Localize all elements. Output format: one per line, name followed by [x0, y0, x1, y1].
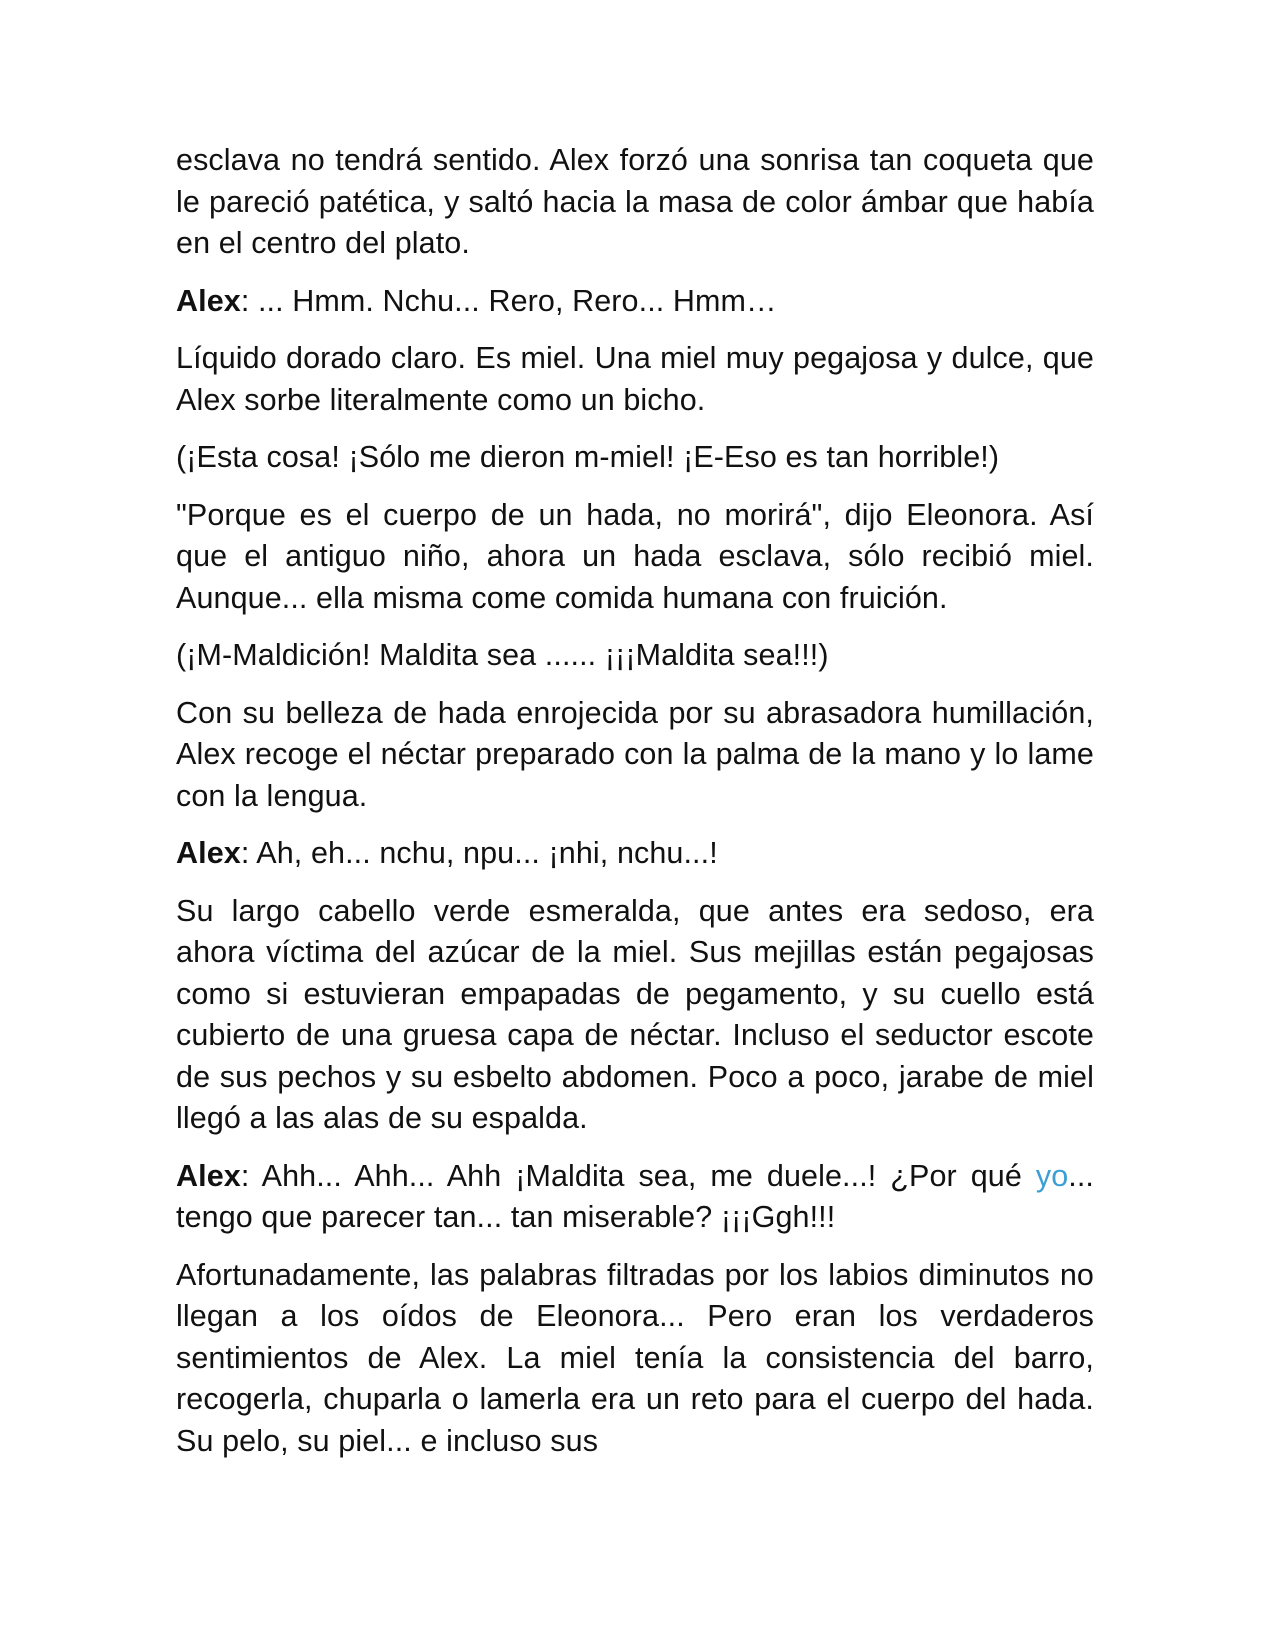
narration-paragraph: Con su belleza de hada enrojecida por su abrasadora humillación, Alex recoge el néctar preparado con la palma de la mano y lo lame con la lengua.	[176, 695, 1094, 813]
dialogue-line	[176, 1156, 1094, 1239]
dialogue-line	[176, 281, 1094, 323]
thought-line: (¡M-Maldición! Maldita sea ...... ¡¡¡Maldita sea!!!)	[176, 638, 829, 672]
speaker-name: Alex	[176, 283, 241, 318]
dialogue-line	[176, 833, 1094, 875]
dialogue-text: : Ah, eh... nchu, npu... ¡nhi, nchu...!	[240, 836, 718, 870]
narration-paragraph: esclava no tendrá sentido. Alex forzó una sonrisa tan coqueta que le pareció patética, y saltó hacia la masa de color ámbar que había en el centro del plato.	[176, 143, 1094, 260]
narration-paragraph: Líquido dorado claro. Es miel. Una miel muy pegajosa y dulce, que Alex sorbe literalmente como un bicho.	[176, 341, 1094, 417]
text-body	[176, 140, 1094, 1478]
thought-line: (¡Esta cosa! ¡Sólo me dieron m-miel! ¡E-Eso es tan horrible!)	[176, 440, 1000, 474]
dialogue-text: ... tengo que parecer tan... tan miserable? ¡¡¡Ggh!!!	[176, 1158, 1094, 1234]
narration-paragraph: Afortunadamente, las palabras filtradas por los labios diminutos no llegan a los oídos de Eleonora... Pero eran los verdaderos sentimientos de Alex. La miel tenía la consistencia del barro, recogerla, chuparla o lamerla era un reto para el cuerpo del hada. Su pelo, su piel... e incluso sus	[176, 1257, 1094, 1458]
dialogue-text: : Ahh... Ahh... Ahh ¡Maldita sea, me duele...! ¿Por qué	[240, 1158, 1036, 1193]
highlighted-word: yo	[1035, 1158, 1069, 1193]
narration-paragraph: Su largo cabello verde esmeralda, que antes era sedoso, era ahora víctima del azúcar de la miel. Sus mejillas están pegajosas como si estuvieran empapadas de pegamento, y su cuello está cubierto de una gruesa capa de néctar. Incluso el seductor escote de sus pechos y su esbelto abdomen. Poco a poco, jarabe de miel llegó a las alas de su espalda.	[176, 893, 1094, 1135]
narration-paragraph: "Porque es el cuerpo de un hada, no morirá", dijo Eleonora. Así que el antiguo niño, ahora un hada esclava, sólo recibió miel. Aunque... ella misma come comida humana con fruición.	[176, 497, 1094, 615]
speaker-name: Alex	[176, 836, 241, 870]
dialogue-text: : ... Hmm. Nchu... Rero, Rero... Hmm…	[240, 283, 777, 318]
speaker-name: Alex	[176, 1158, 241, 1193]
